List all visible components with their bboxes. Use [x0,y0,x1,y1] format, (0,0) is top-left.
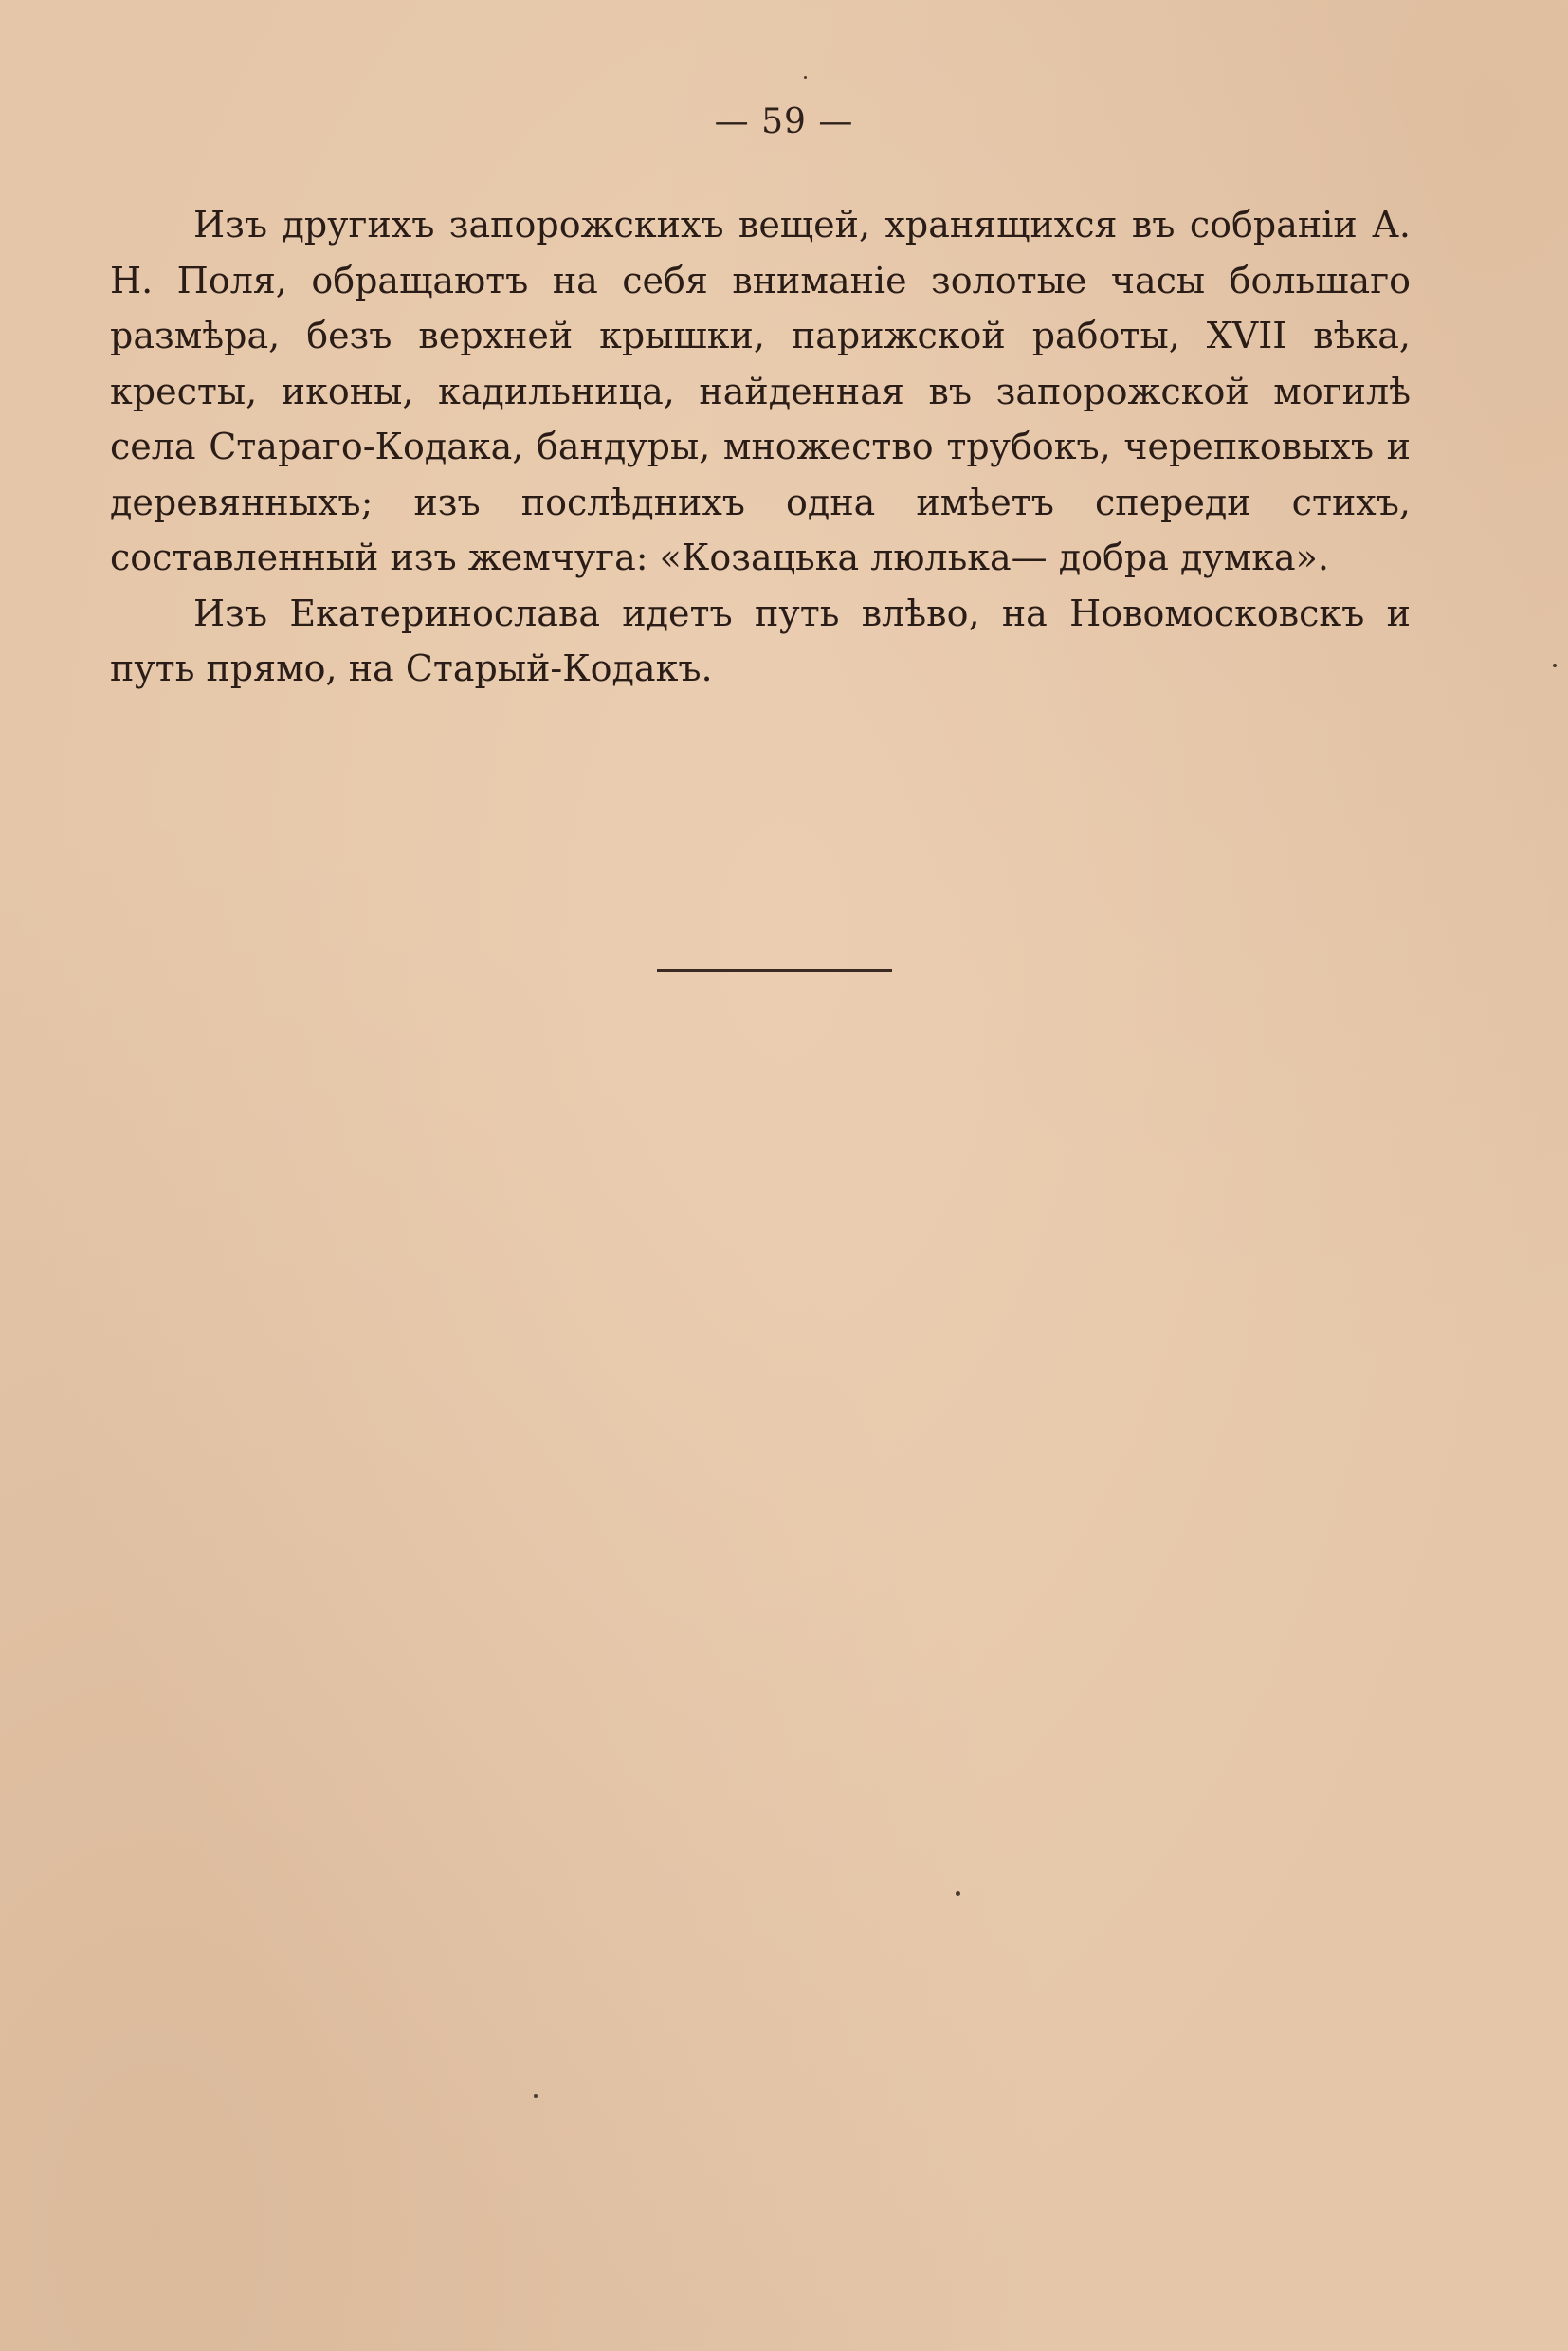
paper-speck [956,1891,960,1896]
paper-speck [534,2094,538,2098]
paragraph-route: Изъ Екатеринослава идетъ путь влѣво, на Новомосковскъ и путь прямо, на Старый-Кодакъ. [110,592,1411,689]
paragraph-zaporozhian-items: Изъ другихъ запорожскихъ вещей, хранящихся въ собраніи А. Н. Поля, обращаютъ на себя вниманіе золотые часы большаго размѣра, безъ верхней крышки, парижской работы, XVII вѣка, кресты, иконы, кадильница, найденная въ запорожской могилѣ села Стараго-Кодака, бандуры, множество трубокъ, черепковыхъ и деревянныхъ; изъ послѣднихъ одна имѣетъ спереди стихъ, составленный изъ жемчуга: «Козацька люлька— добра думка». [110,204,1411,578]
body-text [110,197,1411,697]
page-number: — 59 — [714,102,854,141]
paper-speck [804,76,807,79]
section-end-rule [657,969,892,972]
paper-speck [1553,664,1557,667]
